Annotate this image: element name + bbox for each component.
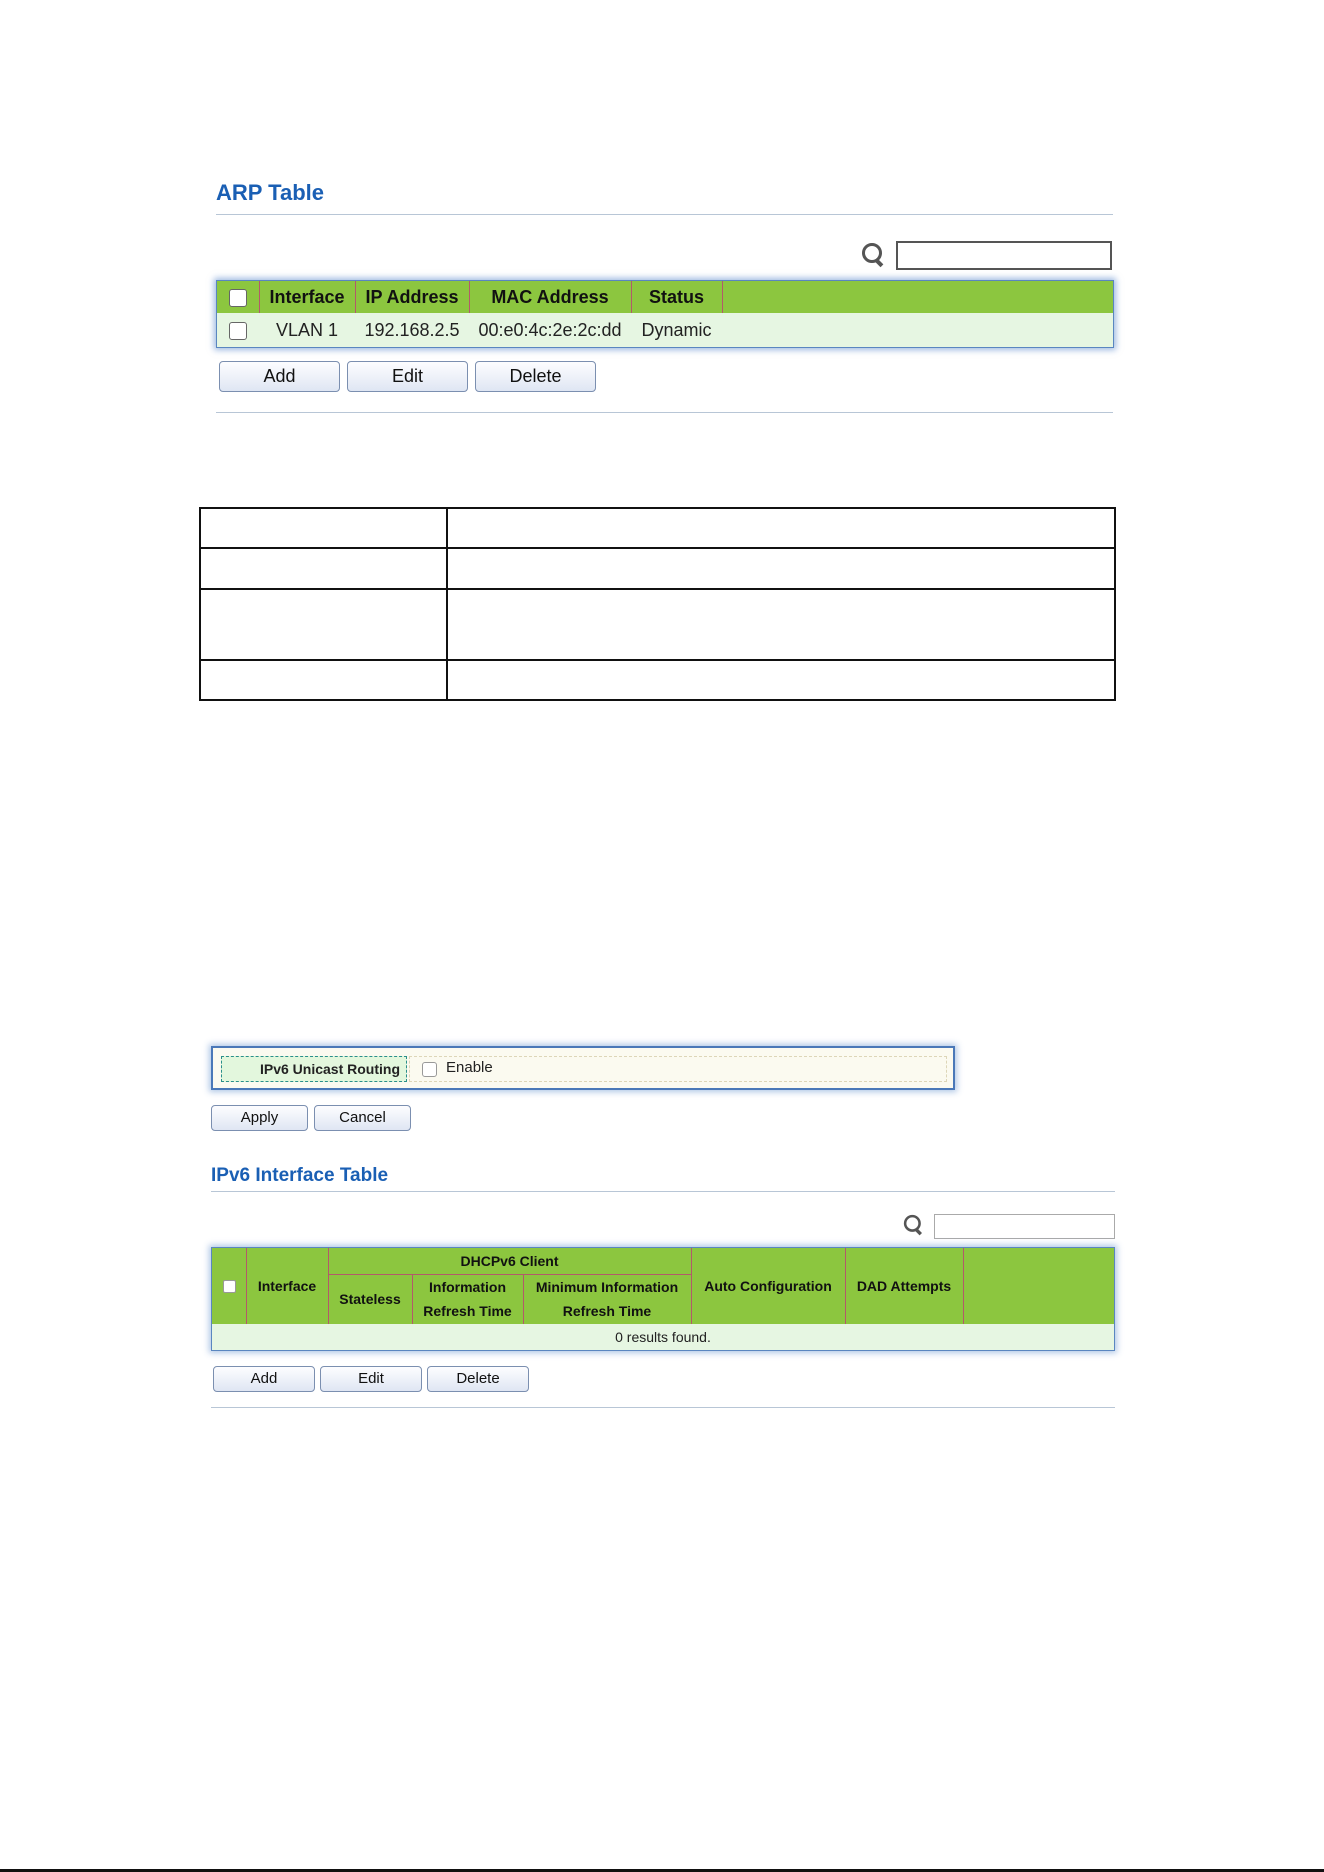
arp-table	[216, 280, 1114, 348]
arp-table-title: ARP Table	[216, 180, 324, 205]
header-line: Refresh Time	[562, 1303, 652, 1319]
select-all-checkbox-cell[interactable]	[212, 1248, 246, 1324]
enable-label: Enable	[446, 1059, 493, 1076]
arp-table-header	[217, 281, 1113, 313]
ipv6-search-input[interactable]	[934, 1214, 1115, 1239]
column-header-minimum-information-refresh-time	[523, 1274, 691, 1324]
grid-cell	[446, 547, 1116, 590]
arp-title-divider	[216, 214, 1113, 215]
column-header-information-refresh-time	[412, 1274, 523, 1324]
header-line: Refresh Time	[423, 1303, 512, 1319]
empty-results-message: 0 results found.	[212, 1324, 1114, 1350]
column-header-interface: Interface	[259, 281, 355, 313]
row-checkbox[interactable]	[229, 322, 247, 340]
cell-interface: VLAN 1	[259, 313, 355, 347]
arp-edit-button[interactable]: Edit	[347, 361, 468, 392]
grid-cell	[199, 588, 448, 661]
header-line: Minimum Information	[535, 1279, 679, 1295]
grid-cell	[446, 507, 1116, 549]
column-header-auto-configuration: Auto Configuration	[704, 1278, 832, 1294]
column-header-ip-address: IP Address	[355, 281, 469, 313]
select-all-checkbox[interactable]	[223, 1280, 236, 1293]
arp-search-input[interactable]	[896, 241, 1112, 270]
select-all-checkbox-cell[interactable]	[217, 281, 259, 313]
ipv6-bottom-divider	[211, 1407, 1115, 1408]
grid-cell	[199, 507, 448, 549]
arp-delete-button[interactable]: Delete	[475, 361, 596, 392]
column-header-filler	[722, 281, 1113, 313]
arp-bottom-divider	[216, 412, 1113, 413]
column-header-stateless: Stateless	[339, 1291, 401, 1307]
cell-status: Dynamic	[631, 313, 722, 347]
cancel-button[interactable]: Cancel	[314, 1105, 411, 1131]
column-header-dhcpv6-client: DHCPv6 Client	[460, 1253, 559, 1269]
select-all-checkbox[interactable]	[229, 289, 247, 307]
ipv6-unicast-routing-label: IPv6 Unicast Routing	[221, 1056, 407, 1082]
column-header-status: Status	[631, 281, 722, 313]
cell-filler	[722, 313, 1113, 347]
row-checkbox-cell[interactable]	[217, 313, 259, 347]
arp-add-button[interactable]: Add	[219, 361, 340, 392]
grid-cell	[446, 588, 1116, 661]
cell-mac-address: 00:e0:4c:2e:2c:dd	[469, 313, 631, 347]
ipv6-add-button[interactable]: Add	[213, 1366, 315, 1392]
header-line: Information	[429, 1279, 506, 1295]
grid-cell	[446, 659, 1116, 701]
ipv6-title-divider	[211, 1191, 1115, 1192]
ipv6-interface-table	[211, 1247, 1115, 1351]
column-header-interface: Interface	[257, 1278, 317, 1294]
search-icon[interactable]	[861, 242, 887, 268]
ipv6-routing-panel	[211, 1046, 955, 1090]
ipv6-delete-button[interactable]: Delete	[427, 1366, 529, 1392]
column-header-mac-address: MAC Address	[469, 281, 631, 313]
ipv6-edit-button[interactable]: Edit	[320, 1366, 422, 1392]
grid-cell	[199, 547, 448, 590]
apply-button[interactable]: Apply	[211, 1105, 308, 1131]
enable-checkbox[interactable]	[422, 1062, 437, 1077]
search-icon[interactable]	[903, 1214, 925, 1236]
cell-ip-address: 192.168.2.5	[355, 313, 469, 347]
column-header-dad-attempts: DAD Attempts	[856, 1278, 952, 1294]
grid-cell	[199, 659, 448, 701]
ipv6-interface-table-title: IPv6 Interface Table	[211, 1165, 389, 1186]
table-row[interactable]	[217, 313, 1113, 347]
